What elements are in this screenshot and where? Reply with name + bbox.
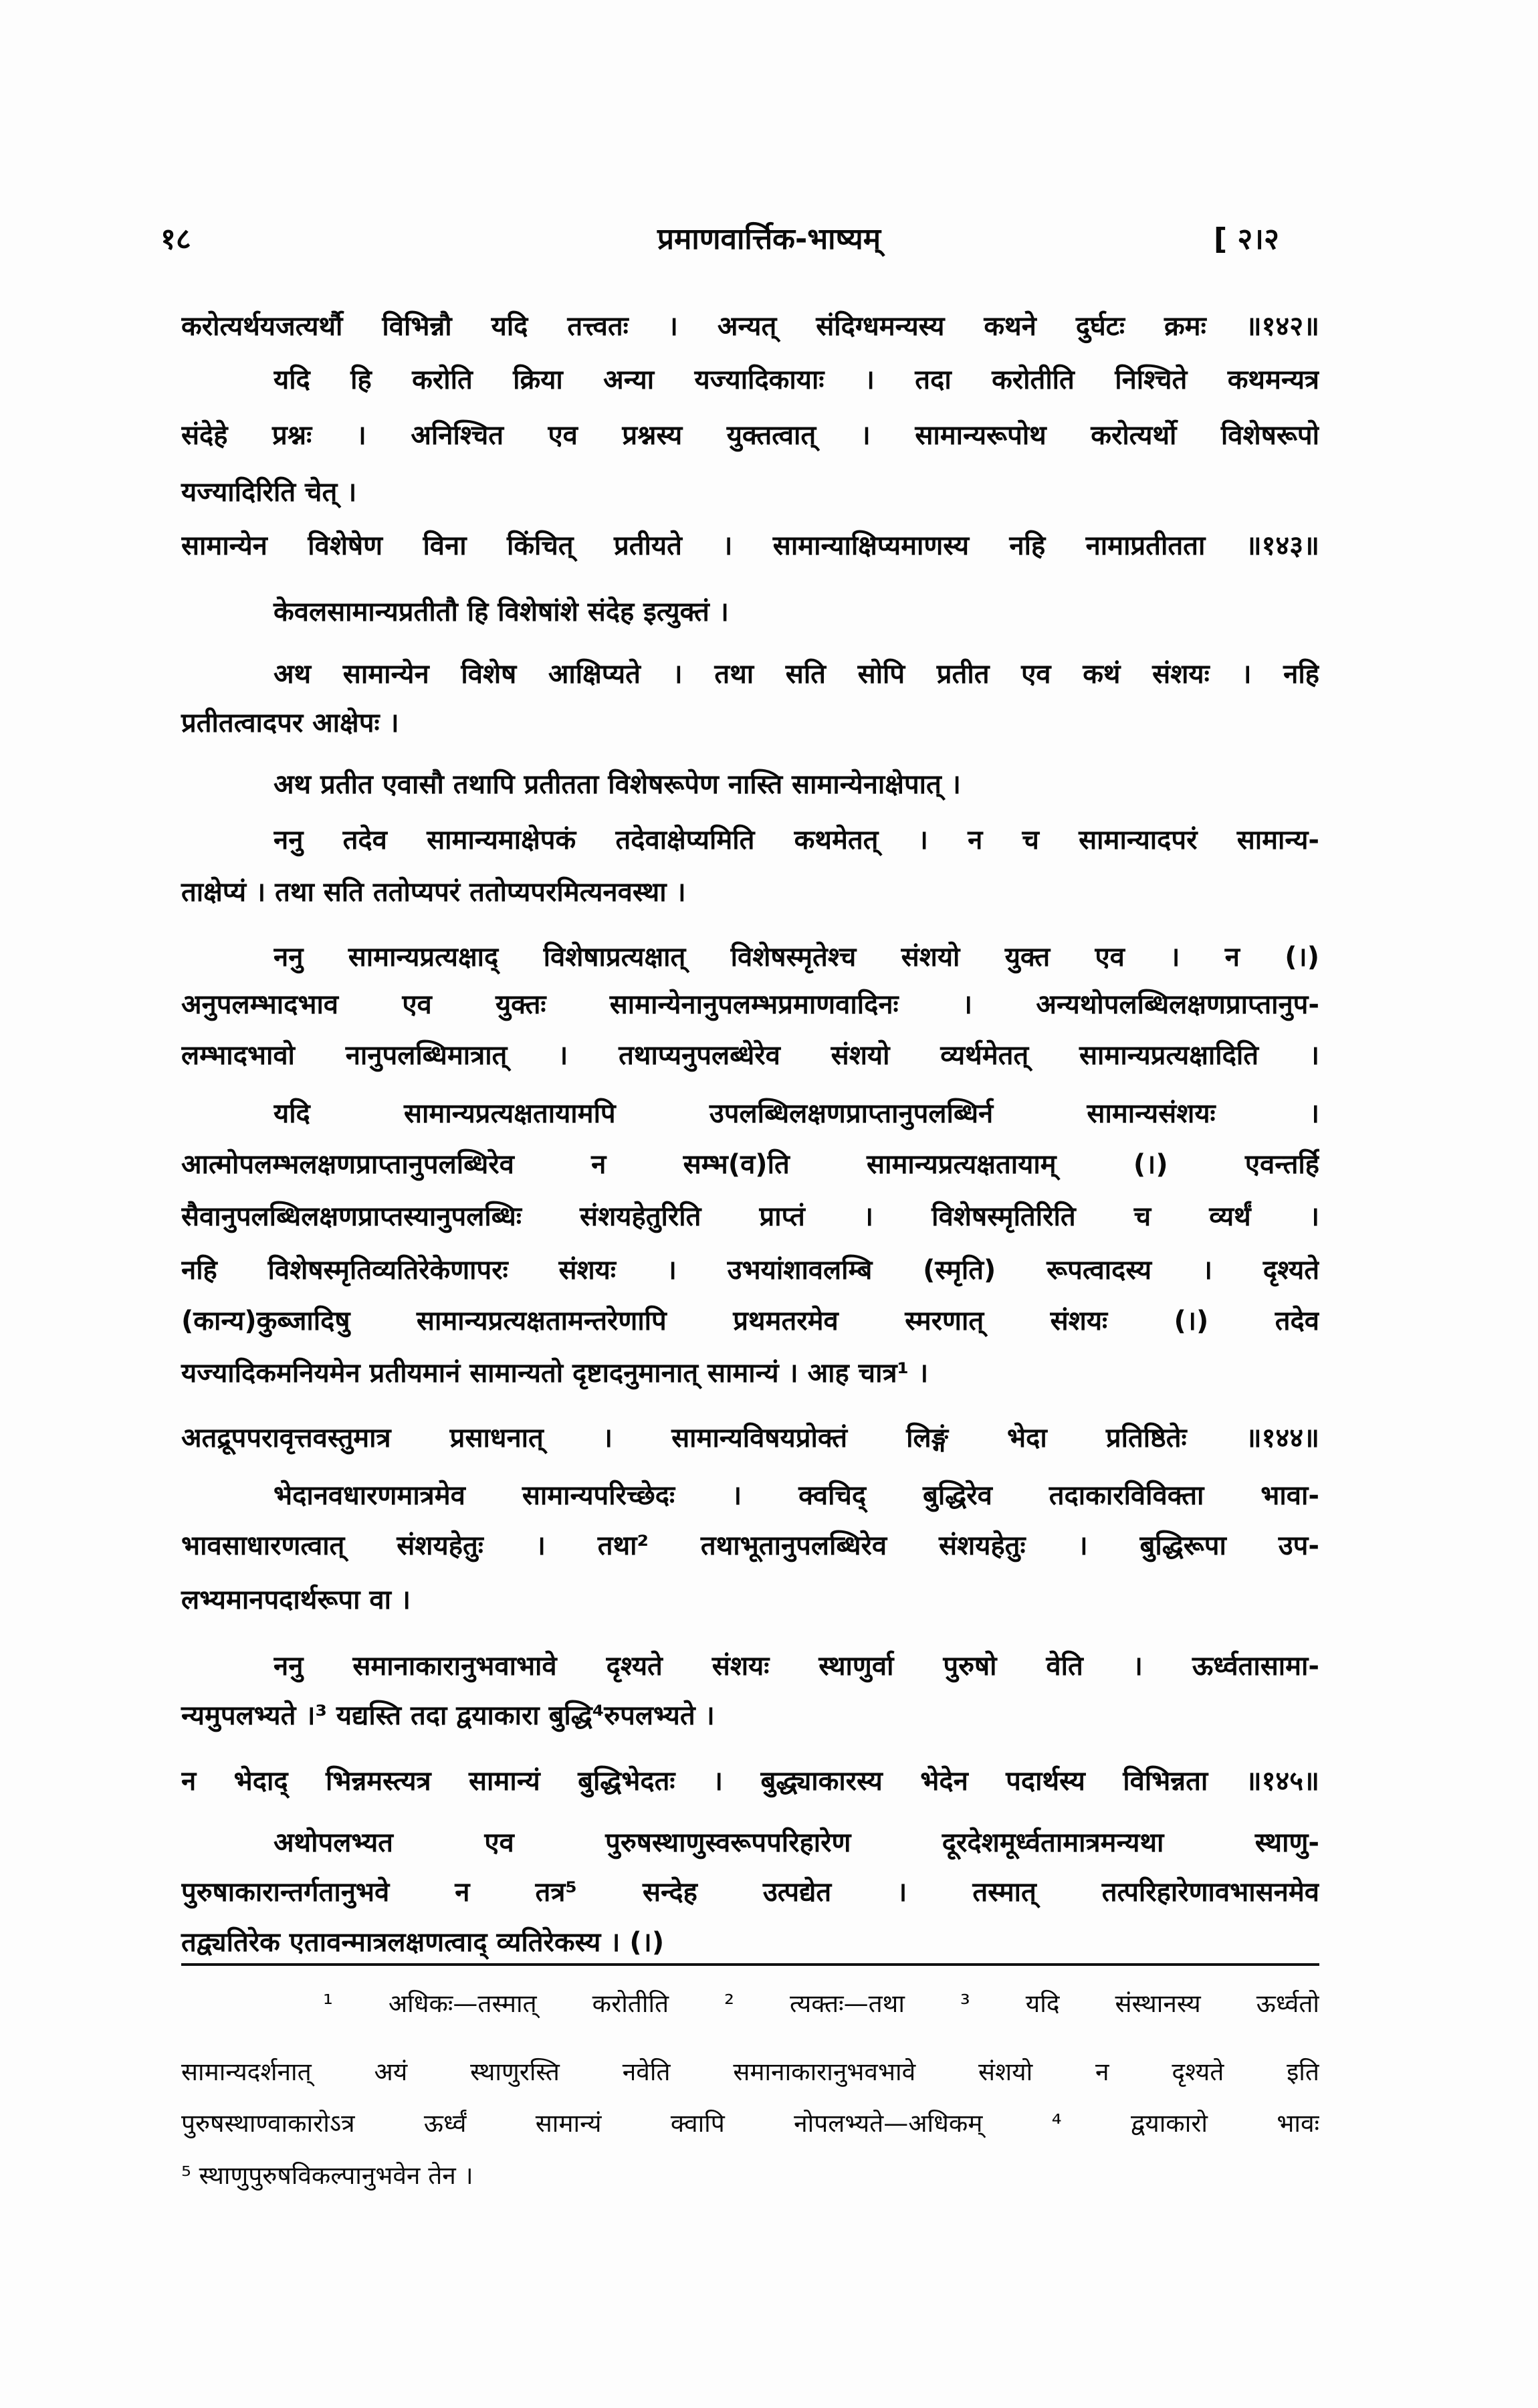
footnote-line: ¹ अधिकः—तस्मात् करोतीति ² त्यक्तः—तथा ³ यदि संस्थानस्य ऊर्ध्वतो [323,1989,1319,2018]
text-line: आत्मोपलम्भलक्षणप्राप्तानुपलब्धिरेव न सम्भ(व)ति सामान्यप्रत्यक्षतायाम् (।) एवन्तर्हि [181,1149,1319,1180]
text-line: भेदानवधारणमात्रमेव सामान्यपरिच्छेदः । क्वचिद् बुद्धिरेव तदाकारविविक्ता भावा- [273,1480,1319,1511]
text-line: अनुपलम्भादभाव एव युक्तः सामान्येनानुपलम्भप्रमाणवादिनः । अन्यथोपलब्धिलक्षणप्राप्तानुप- [181,989,1319,1020]
text-line: ताक्षेप्यं । तथा सति ततोप्यपरं ततोप्यपरमित्यनवस्था । [181,877,686,908]
text-line: यज्यादिकमनियमेन प्रतीयमानं सामान्यतो दृष्टादनुमानात् सामान्यं । आह चात्र¹ । [181,1358,929,1389]
text-line: ननु सामान्यप्रत्यक्षाद् विशेषाप्रत्यक्षात् विशेषस्मृतेश्च संशयो युक्त एव । न (।) [273,942,1319,973]
text-line: अथ सामान्येन विशेष आक्षिप्यते । तथा सति सोपि प्रतीत एव कथं संशयः । नहि [273,659,1319,690]
text-line: लभ्यमानपदार्थरूपा वा । [181,1585,411,1615]
verse-145: न भेदाद् भिन्नमस्त्यत्र सामान्यं बुद्धिभेदतः । बुद्ध्याकारस्य भेदेन पदार्थस्य विभिन्नता ॥१४५॥ [181,1766,1319,1797]
verse-144: अतद्रूपपरावृत्तवस्तुमात्र प्रसाधनात् । सामान्यविषयप्रोक्तं लिङ्गं भेदा प्रतिष्ठितेः ॥१४४॥ [181,1423,1319,1453]
text-line: केवलसामान्यप्रतीतौ हि विशेषांशे संदेह इत्युक्तं । [273,597,729,627]
footnote-line: ⁵ स्थाणुपुरुषविकल्पानुभवेन तेन । [181,2161,473,2190]
section-reference: [ २।२ [1214,222,1279,256]
text-line: पुरुषाकारान्तर्गतानुभवे न तत्र⁵ सन्देह उत्पद्येत । तस्मात् तत्परिहारेणावभासनमेव [181,1877,1319,1908]
text-line: अथोपलभ्यत एव पुरुषस्थाणुस्वरूपपरिहारेण दूरदेशमूर्ध्वतामात्रमन्यथा स्थाणु- [273,1827,1319,1858]
text-line: (कान्य)कुब्जादिषु सामान्यप्रत्यक्षतामन्तरेणापि प्रथमतरमेव स्मरणात् संशयः (।) तदेव [181,1306,1319,1336]
page-number: १८ [160,222,191,256]
running-title: प्रमाणवार्त्तिक-भाष्यम् [657,222,881,256]
text-line: ननु तदेव सामान्यमाक्षेपकं तदेवाक्षेप्यमिति कथमेतत् । न च सामान्यादपरं सामान्य- [273,825,1319,856]
text-line: न्यमुपलभ्यते ।³ यद्यस्ति तदा द्वयाकारा बुद्धि⁴रुपलभ्यते । [181,1700,715,1731]
footnote-divider [181,1963,1319,1966]
text-line: लम्भादभावो नानुपलब्धिमात्रात् । तथाप्यनुपलब्धेरेव संशयो व्यर्थमेतत् सामान्यप्रत्यक्षादिति । [181,1040,1319,1071]
text-line: ननु समानाकारानुभवाभावे दृश्यते संशयः स्थाणुर्वा पुरुषो वेति । ऊर्ध्वतासामा- [273,1651,1319,1682]
text-line: नहि विशेषस्मृतिव्यतिरेकेणापरः संशयः । उभयांशावलम्बि (स्मृति) रूपत्वादस्य । दृश्यते [181,1255,1319,1286]
text-line: संदेहे प्रश्नः । अनिश्चित एव प्रश्नस्य युक्तत्वात् । सामान्यरूपोथ करोत्यर्थो विशेषरूपो [181,420,1319,451]
footnote-line: पुरुषस्थाण्वाकारोऽत्र ऊर्ध्वं सामान्यं क्वापि नोपलभ्यते—अधिकम् ⁴ द्वयाकारो भावः [181,2109,1319,2138]
text-line: सैवानुपलब्धिलक्षणप्राप्तस्यानुपलब्धिः संशयहेतुरिति प्राप्तं । विशेषस्मृतिरिति च व्यर्थं । [181,1201,1319,1232]
text-line: भावसाधारणत्वात् संशयहेतुः । तथा² तथाभूतानुपलब्धिरेव संशयहेतुः । बुद्धिरूपा उप- [181,1530,1319,1561]
verse-143: सामान्येन विशेषेण विना किंचित् प्रतीयते । सामान्याक्षिप्यमाणस्य नहि नामाप्रतीतता ॥१४३॥ [181,530,1319,561]
verse-142: करोत्यर्थयजत्यर्थौ विभिन्नौ यदि तत्त्वतः । अन्यत् संदिग्धमन्यस्य कथने दुर्घटः क्रमः ॥१४२॥ [181,311,1319,342]
text-line: यज्यादिरिति चेत् । [181,477,357,508]
text-line: अथ प्रतीत एवासौ तथापि प्रतीतता विशेषरूपेण नास्ति सामान्येनाक्षेपात् । [273,769,961,800]
text-line: प्रतीतत्वादपर आक्षेपः । [181,708,399,738]
text-line: यदि हि करोति क्रिया अन्या यज्यादिकायाः । तदा करोतीति निश्चिते कथमन्यत्र [273,365,1319,395]
footnote-line: सामान्यदर्शनात् अयं स्थाणुरस्ति नवेति समानाकारानुभवभावे संशयो न दृश्यते इति [181,2058,1319,2086]
text-line: यदि सामान्यप्रत्यक्षतायामपि उपलब्धिलक्षणप्राप्तानुपलब्धिर्न सामान्यसंशयः । [273,1098,1319,1129]
text-line: तद्व्यतिरेक एतावन्मात्रलक्षणत्वाद् व्यतिरेकस्य । (।) [181,1927,665,1958]
